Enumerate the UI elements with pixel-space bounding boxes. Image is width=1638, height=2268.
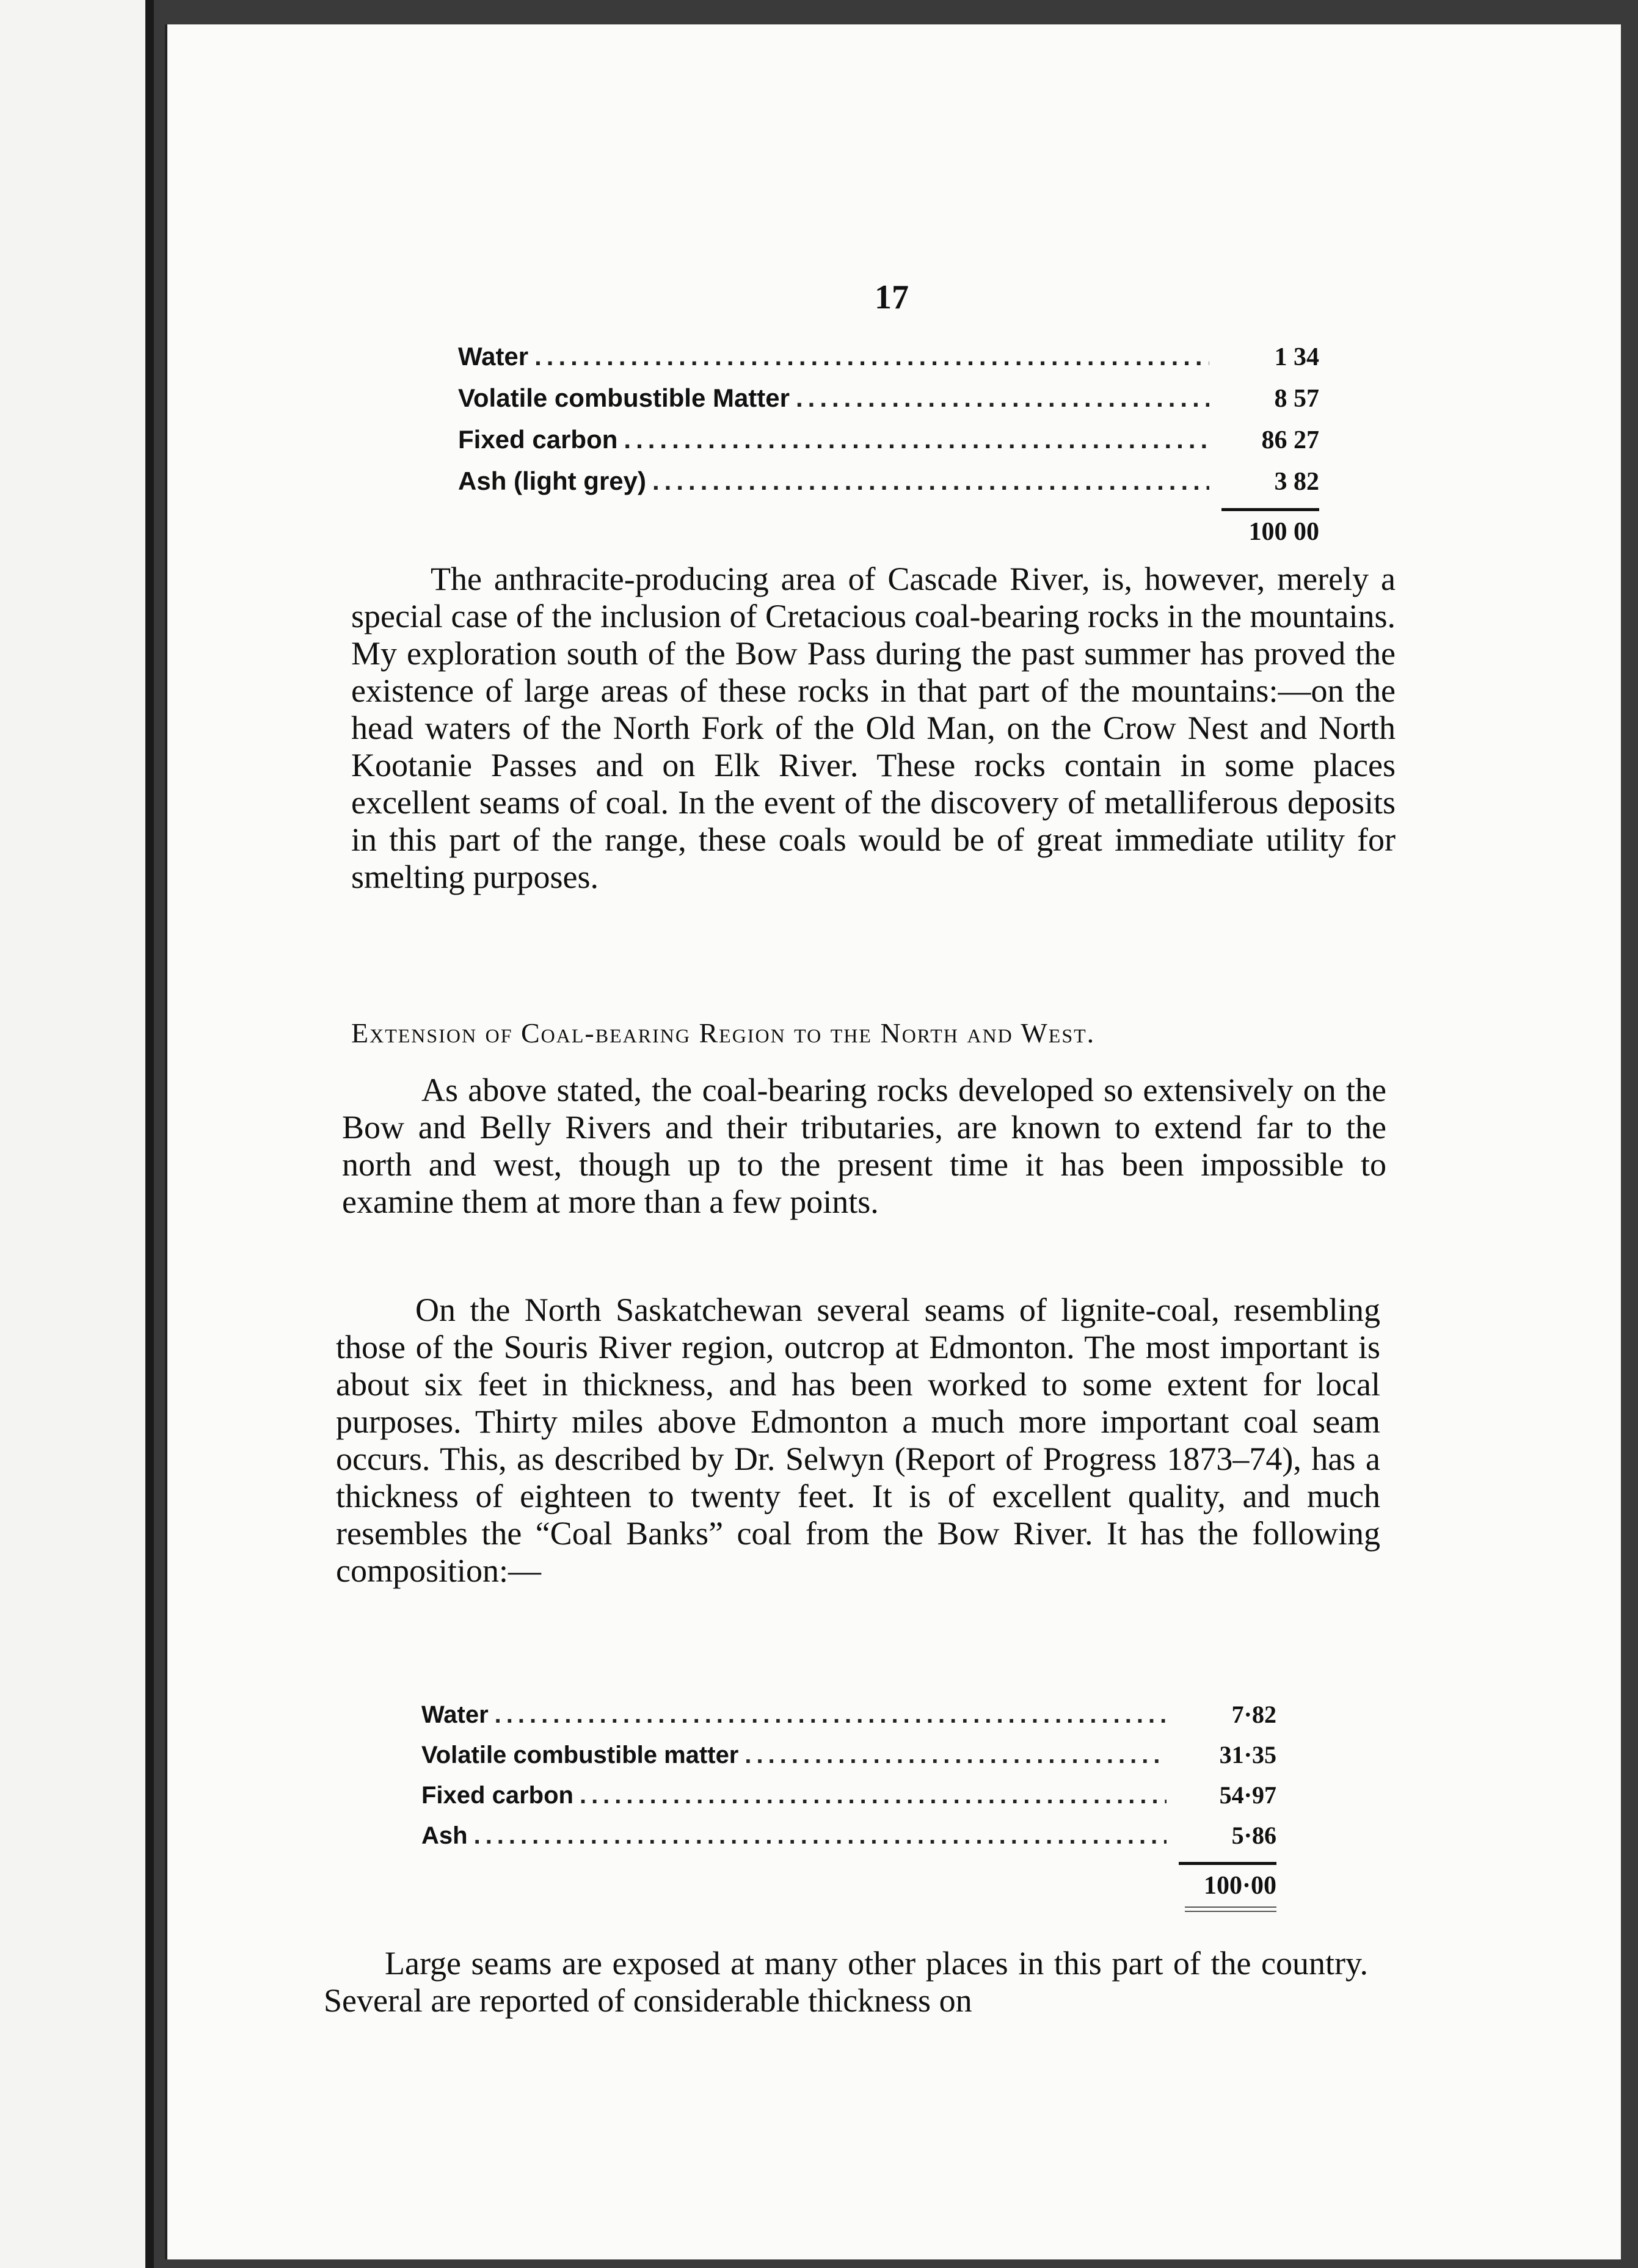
dot-leader xyxy=(495,1695,1167,1735)
row-value: 8 57 xyxy=(1274,385,1319,413)
dot-leader xyxy=(744,1735,1167,1775)
page-fold-shadow xyxy=(145,0,154,2268)
paragraph-extension: As above stated, the coal-bearing rocks developed so extensively on the Bow and Belly Rivers and their tributaries, are known to extend far to the north and west, though up to the present time it has been impossible to examine them at more than a few points. xyxy=(342,1072,1386,1220)
dot-leader xyxy=(580,1775,1167,1815)
row-value: 7·82 xyxy=(1231,1701,1276,1728)
table-total: 100·00 xyxy=(1203,1872,1276,1900)
row-value: 1 34 xyxy=(1274,343,1319,371)
row-label: Fixed carbon xyxy=(458,425,618,454)
dot-leader xyxy=(534,336,1209,377)
dot-leader xyxy=(796,377,1209,419)
row-label: Volatile combustible matter xyxy=(421,1742,739,1768)
row-value: 54·97 xyxy=(1219,1781,1276,1809)
row-label: Water xyxy=(421,1701,489,1728)
paragraph-north-saskatchewan: On the North Saskatchewan several seams of lignite-coal, resembling those of the Souris River region, outcrop at Edmonton. The most important is about six feet in thickness, and has been worked to some extent for local purposes. Thirty miles above Edmonton a much more important coal seam occurs. This, as described by Dr. Selwyn (Report of Progress 1873–74), has a thickness of eighteen to twenty feet. It is of excellent quality, and much resembles the “Coal Banks” coal from the Bow River. It has the following composition:— xyxy=(336,1292,1380,1589)
row-value: 3 82 xyxy=(1274,468,1319,496)
table-row xyxy=(458,460,1319,502)
table-row xyxy=(421,1695,1276,1735)
table-row xyxy=(458,377,1319,419)
row-value: 31·35 xyxy=(1219,1741,1276,1768)
row-label: Volatile combustible Matter xyxy=(458,383,790,412)
table-row xyxy=(458,336,1319,377)
dot-leader xyxy=(624,419,1209,460)
row-label: Water xyxy=(458,342,529,371)
row-label: Fixed carbon xyxy=(421,1782,573,1809)
table-row xyxy=(421,1735,1276,1775)
paragraph-cascade-river: The anthracite-producing area of Cascade River, is, however, merely a special case of the inclusion of Cretacious coal-bearing rocks in the mountains. My exploration south of the Bow Pass during the past summer has proved the existence of large areas of these rocks in that part of the mountains:—on the head waters of the North Fork of the Old Man, on the Crow Nest and North Kootanie Passes and on Elk River. These rocks contain in some places excellent seams of coal. In the event of the discovery of metalliferous deposits in this part of the range, these coals would be of great immediate utility for smelting purposes. xyxy=(351,561,1396,895)
dot-leader xyxy=(474,1815,1167,1856)
table-row xyxy=(458,419,1319,460)
page-number: 17 xyxy=(875,278,909,316)
paragraph-large-seams: Large seams are exposed at many other places in this part of the country. Several are reported of considerable thickness on xyxy=(324,1945,1368,2019)
composition-table-edmonton xyxy=(421,1695,1276,1912)
dot-leader xyxy=(652,460,1209,502)
table-total: 100 00 xyxy=(1248,518,1319,546)
previous-page-edge xyxy=(0,0,153,2268)
composition-table-anthracite xyxy=(458,336,1319,553)
row-value: 5·86 xyxy=(1231,1822,1276,1849)
double-rule xyxy=(1185,1906,1276,1912)
row-value: 86 27 xyxy=(1261,426,1319,454)
section-heading: Extension of Coal-bearing Region to the North and West. xyxy=(351,1017,1096,1049)
row-label: Ash xyxy=(421,1822,468,1849)
table-row xyxy=(421,1775,1276,1815)
row-label: Ash (light grey) xyxy=(458,467,647,495)
table-row xyxy=(421,1815,1276,1856)
